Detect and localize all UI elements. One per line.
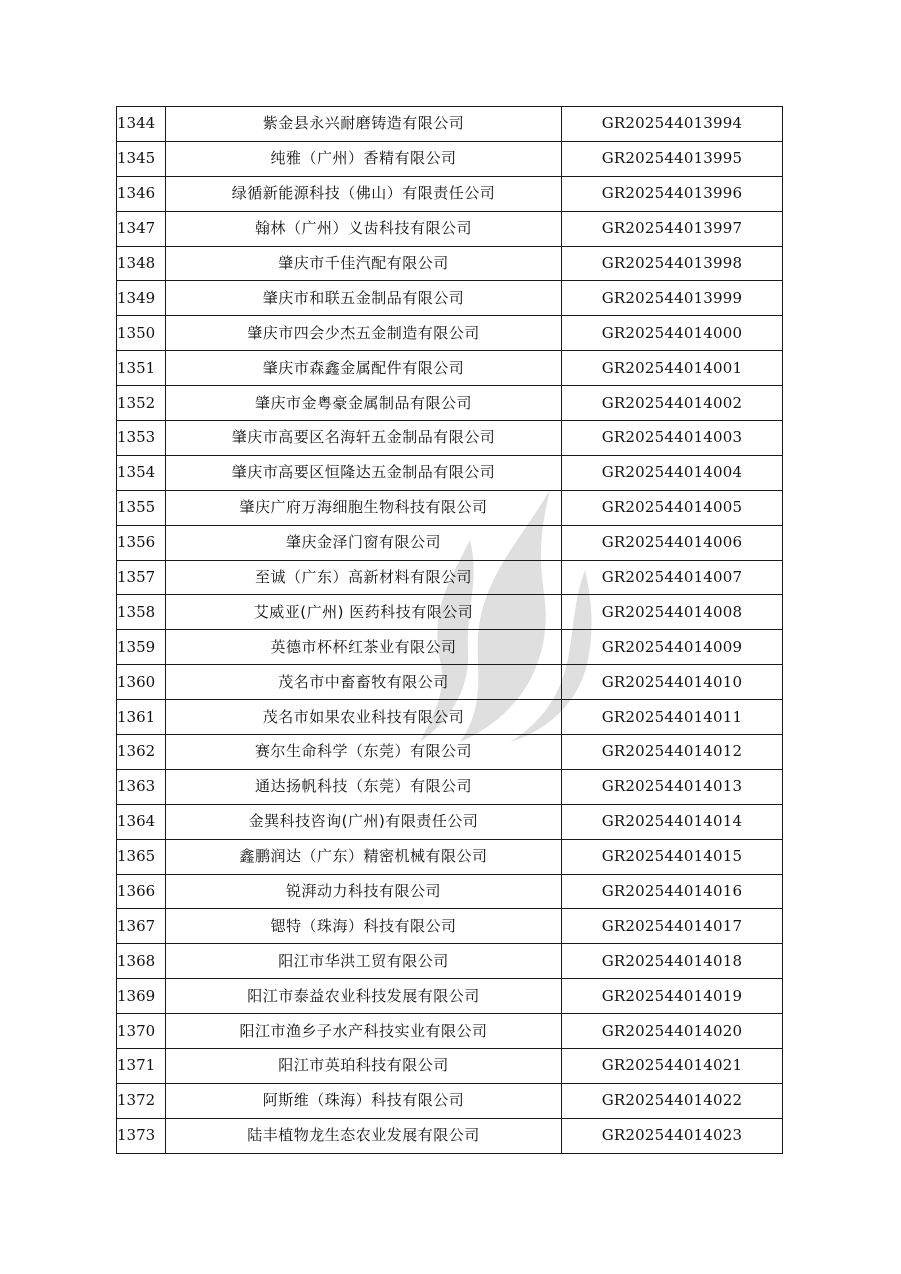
certificate-code: GR202544014005 [562, 490, 783, 525]
row-number: 1355 [117, 490, 166, 525]
company-name: 肇庆市千佳汽配有限公司 [166, 246, 562, 281]
certificate-code: GR202544014002 [562, 386, 783, 421]
company-name: 鑫鹏润达（广东）精密机械有限公司 [166, 839, 562, 874]
company-name: 赛尔生命科学（东莞）有限公司 [166, 735, 562, 770]
table-row [117, 107, 783, 142]
row-number: 1350 [117, 316, 166, 351]
company-name: 阳江市华洪工贸有限公司 [166, 944, 562, 979]
row-number: 1357 [117, 560, 166, 595]
row-number: 1366 [117, 874, 166, 909]
table-row [117, 839, 783, 874]
certificate-code: GR202544014007 [562, 560, 783, 595]
enterprise-registry-table [116, 106, 783, 1154]
table-row [117, 525, 783, 560]
table-row [117, 944, 783, 979]
certificate-code: GR202544013996 [562, 176, 783, 211]
certificate-code: GR202544013995 [562, 141, 783, 176]
company-name: 肇庆市高要区名海轩五金制品有限公司 [166, 421, 562, 456]
certificate-code: GR202544014000 [562, 316, 783, 351]
row-number: 1368 [117, 944, 166, 979]
certificate-code: GR202544014018 [562, 944, 783, 979]
row-number: 1365 [117, 839, 166, 874]
company-name: 锶特（珠海）科技有限公司 [166, 909, 562, 944]
table-row [117, 1014, 783, 1049]
certificate-code: GR202544014013 [562, 769, 783, 804]
company-name: 肇庆市金粤豪金属制品有限公司 [166, 386, 562, 421]
table-row [117, 665, 783, 700]
company-name: 绿循新能源科技（佛山）有限责任公司 [166, 176, 562, 211]
certificate-code: GR202544014020 [562, 1014, 783, 1049]
company-name: 肇庆市四会少杰五金制造有限公司 [166, 316, 562, 351]
table-row [117, 595, 783, 630]
company-name: 茂名市中畜畜牧有限公司 [166, 665, 562, 700]
row-number: 1344 [117, 107, 166, 142]
table-row [117, 1083, 783, 1118]
row-number: 1370 [117, 1014, 166, 1049]
certificate-code: GR202544014021 [562, 1049, 783, 1084]
row-number: 1361 [117, 700, 166, 735]
row-number: 1348 [117, 246, 166, 281]
company-name: 阳江市英珀科技有限公司 [166, 1049, 562, 1084]
company-name: 阳江市泰益农业科技发展有限公司 [166, 979, 562, 1014]
row-number: 1363 [117, 769, 166, 804]
row-number: 1372 [117, 1083, 166, 1118]
certificate-code: GR202544014008 [562, 595, 783, 630]
company-name: 肇庆市高要区恒隆达五金制品有限公司 [166, 455, 562, 490]
table-row [117, 874, 783, 909]
table-row [117, 490, 783, 525]
company-name: 肇庆市森鑫金属配件有限公司 [166, 351, 562, 386]
certificate-code: GR202544014023 [562, 1118, 783, 1153]
row-number: 1373 [117, 1118, 166, 1153]
table-row [117, 421, 783, 456]
table-row [117, 1118, 783, 1153]
certificate-code: GR202544014022 [562, 1083, 783, 1118]
row-number: 1356 [117, 525, 166, 560]
company-name: 茂名市如果农业科技有限公司 [166, 700, 562, 735]
company-name: 阿斯维（珠海）科技有限公司 [166, 1083, 562, 1118]
row-number: 1352 [117, 386, 166, 421]
company-name: 至诚（广东）高新材料有限公司 [166, 560, 562, 595]
company-name: 陆丰植物龙生态农业发展有限公司 [166, 1118, 562, 1153]
row-number: 1360 [117, 665, 166, 700]
certificate-code: GR202544013999 [562, 281, 783, 316]
table-row [117, 176, 783, 211]
company-name: 锐湃动力科技有限公司 [166, 874, 562, 909]
row-number: 1346 [117, 176, 166, 211]
row-number: 1362 [117, 735, 166, 770]
table-row [117, 735, 783, 770]
company-name: 纯雅（广州）香精有限公司 [166, 141, 562, 176]
table-row [117, 769, 783, 804]
table-row [117, 386, 783, 421]
row-number: 1353 [117, 421, 166, 456]
company-name: 金巽科技咨询(广州)有限责任公司 [166, 804, 562, 839]
row-number: 1349 [117, 281, 166, 316]
company-name: 艾威亚(广州) 医药科技有限公司 [166, 595, 562, 630]
row-number: 1359 [117, 630, 166, 665]
row-number: 1364 [117, 804, 166, 839]
certificate-code: GR202544014017 [562, 909, 783, 944]
row-number: 1351 [117, 351, 166, 386]
row-number: 1358 [117, 595, 166, 630]
table-row [117, 455, 783, 490]
row-number: 1345 [117, 141, 166, 176]
certificate-code: GR202544013997 [562, 211, 783, 246]
certificate-code: GR202544013998 [562, 246, 783, 281]
certificate-code: GR202544014006 [562, 525, 783, 560]
table-row [117, 141, 783, 176]
certificate-code: GR202544014001 [562, 351, 783, 386]
table-row [117, 1049, 783, 1084]
certificate-code: GR202544014003 [562, 421, 783, 456]
certificate-code: GR202544013994 [562, 107, 783, 142]
row-number: 1347 [117, 211, 166, 246]
certificate-code: GR202544014009 [562, 630, 783, 665]
company-name: 肇庆金泽门窗有限公司 [166, 525, 562, 560]
certificate-code: GR202544014015 [562, 839, 783, 874]
row-number: 1367 [117, 909, 166, 944]
certificate-code: GR202544014019 [562, 979, 783, 1014]
company-name: 紫金县永兴耐磨铸造有限公司 [166, 107, 562, 142]
row-number: 1371 [117, 1049, 166, 1084]
row-number: 1354 [117, 455, 166, 490]
table-row [117, 909, 783, 944]
certificate-code: GR202544014011 [562, 700, 783, 735]
table-row [117, 804, 783, 839]
company-name: 通达扬帆科技（东莞）有限公司 [166, 769, 562, 804]
certificate-code: GR202544014012 [562, 735, 783, 770]
table-row [117, 700, 783, 735]
table-row [117, 211, 783, 246]
certificate-code: GR202544014010 [562, 665, 783, 700]
table-row [117, 281, 783, 316]
company-name: 肇庆广府万海细胞生物科技有限公司 [166, 490, 562, 525]
table-row [117, 246, 783, 281]
table-row [117, 630, 783, 665]
certificate-code: GR202544014004 [562, 455, 783, 490]
certificate-code: GR202544014016 [562, 874, 783, 909]
table-row [117, 351, 783, 386]
company-name: 阳江市渔乡子水产科技实业有限公司 [166, 1014, 562, 1049]
table-row [117, 979, 783, 1014]
table-row [117, 560, 783, 595]
company-name: 英德市杯杯红茶业有限公司 [166, 630, 562, 665]
company-name: 翰林（广州）义齿科技有限公司 [166, 211, 562, 246]
row-number: 1369 [117, 979, 166, 1014]
company-name: 肇庆市和联五金制品有限公司 [166, 281, 562, 316]
table-row [117, 316, 783, 351]
certificate-code: GR202544014014 [562, 804, 783, 839]
